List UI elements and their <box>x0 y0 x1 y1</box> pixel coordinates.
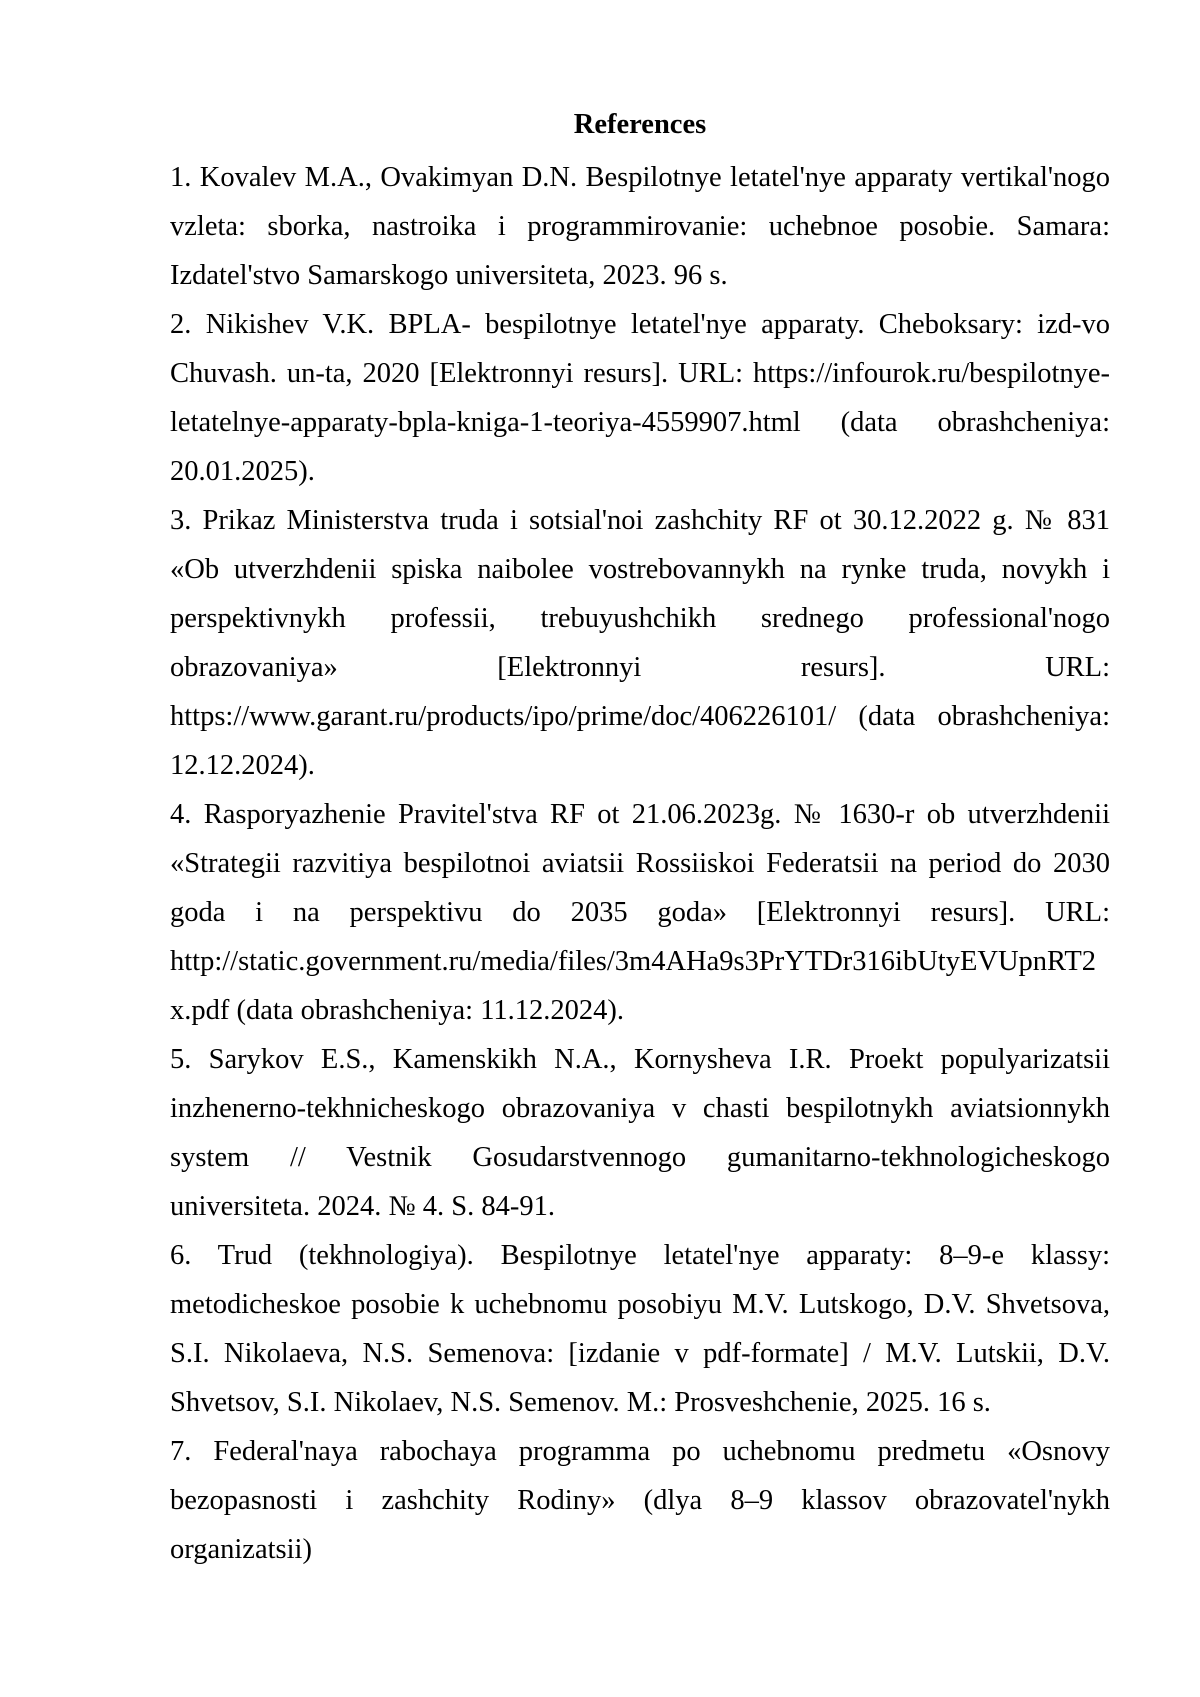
reference-item-5: 5. Sarykov E.S., Kamenskikh N.A., Kornysheva I.R. Proekt populyarizatsii inzhenerno-tekhnicheskogo obrazovaniya v chasti bespilotnykh aviatsionnykh system // Vestnik Gosudarstvennogo gumanitarno-tekhnologicheskogo universiteta. 2024. № 4. S. 84-91. <box>170 1044 1110 1222</box>
reference-item-2: 2. Nikishev V.K. BPLA- bespilotnye letatel'nye apparaty. Cheboksary: izd-vo Chuvash. un-ta, 2020 [Elektronnyi resurs]. URL: https://infourok.ru/bespilotnye-letatelnye-apparaty-bpla-kniga-1-teoriya-4559907.html (data obrashcheniya: 20.01.2025). <box>170 309 1110 487</box>
reference-item-7: 7. Federal'naya rabochaya programma po uchebnomu predmetu «Osnovy bezopasnosti i zashchity Rodiny» (dlya 8–9 klassov obrazovatel'nykh organizatsii) <box>170 1436 1110 1565</box>
reference-item-1: 1. Kovalev M.A., Ovakimyan D.N. Bespilotnye letatel'nye apparaty vertikal'nogo vzleta: sborka, nastroika i programmirovanie: uchebnoe posobie. Samara: Izdatel'stvo Samarskogo universiteta, 2023. 96 s. <box>170 162 1110 291</box>
page-title: References <box>573 109 707 140</box>
reference-item-3: 3. Prikaz Ministerstva truda i sotsial'noi zashchity RF ot 30.12.2022 g. № 831 «Ob utverzhdenii spiska naibolee vostrebovannykh na rynke truda, novykh i perspektivnykh professii, trebuyushchikh srednego professional'nogo obrazovaniya» [Elektronnyi resurs]. URL: https://www.garant.ru/products/ipo/prime/doc/406226101/ (data obrashcheniya: 12.12.2024). <box>170 505 1110 781</box>
reference-item-4: 4. Rasporyazhenie Pravitel'stva RF ot 21.06.2023g. № 1630-r ob utverzhdenii «Strategii razvitiya bespilotnoi aviatsii Rossiiskoi Federatsii na period do 2030 goda i na perspektivu do 2035 goda» [Elektronnyi resurs]. URL: http://static.government.ru/media/files/3m4AHa9s3PrYTDr316ibUtyEVUpnRT2x.pdf (data obrashcheniya: 11.12.2024). <box>170 799 1110 1026</box>
reference-item-6: 6. Trud (tekhnologiya). Bespilotnye letatel'nye apparaty: 8–9-e klassy: metodicheskoe posobie k uchebnomu posobiyu M.V. Lutskogo, D.V. Shvetsova, S.I. Nikolaeva, N.S. Semenova: [izdanie v pdf-formate] / M.V. Lutskii, D.V. Shvetsov, S.I. Nikolaev, N.S. Semenov. M.: Prosveshchenie, 2025. 16 s. <box>170 1240 1110 1418</box>
